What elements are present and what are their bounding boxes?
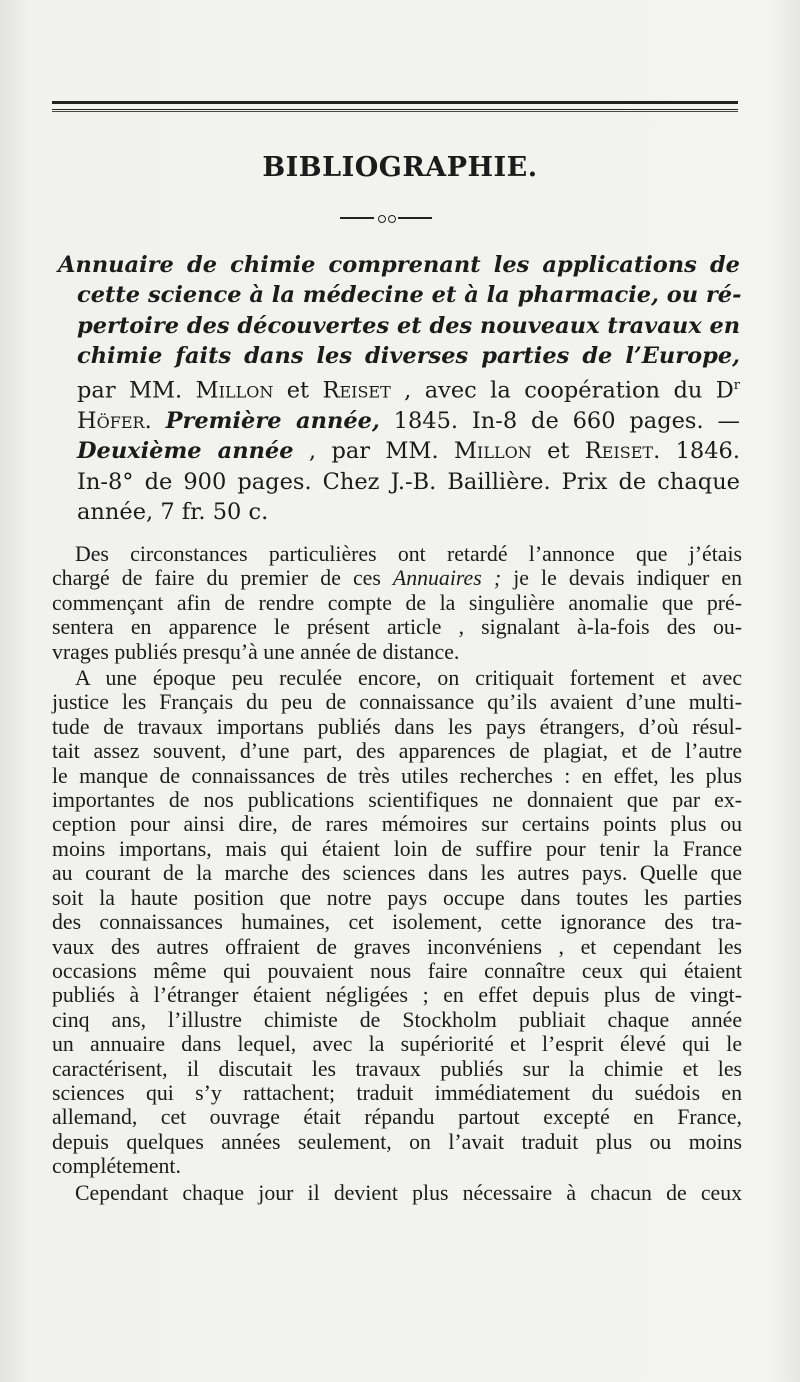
entry-line: cette science à la médecine et à la pharmacie, ou ré- xyxy=(77,282,742,309)
paragraph-line: chargé de faire du premier de ces Annuaires ; je le devais indiquer en xyxy=(52,566,742,591)
title-ornament xyxy=(340,212,432,224)
paragraph-line: au courant de la marche des sciences dans les autres pays. Quelle que xyxy=(52,861,742,886)
paragraph-line: importantes de nos publications scientifiques ne donnaient que par ex- xyxy=(52,788,742,813)
entry-line: Deuxième année , par MM. Millon et Reiset. 1846. xyxy=(77,438,740,465)
paragraph-line: ception pour ainsi dire, de rares mémoires sur certains points plus ou xyxy=(52,812,742,837)
bibliographic-entry xyxy=(58,250,740,527)
paragraph-line: un annuaire dans lequel, avec la supériorité et l’esprit élevé qui le xyxy=(52,1032,742,1057)
paragraph-line: moins importans, mais qui étaient loin de suffire pour tenir la France xyxy=(52,836,742,861)
paragraph-line: publiés à l’étranger étaient négligées ; en effet depuis plus de vingt- xyxy=(52,983,742,1008)
entry-line: Annuaire de chimie comprenant les applications de xyxy=(58,252,740,278)
paragraph-line: justice les Français du peu de connaissance qu’ils avaient d’une multi- xyxy=(52,690,742,715)
paragraph-line: Des circonstances particulières ont retardé l’annonce que j’étais xyxy=(75,542,742,566)
entry-line: In-8° de 900 pages. Chez J.-B. Baillière. Prix de chaque xyxy=(77,468,740,495)
paragraph-line: vrages publiés presqu’à une année de distance. xyxy=(52,639,460,664)
paragraph-line: occasions même qui pouvaient nous faire connaître ceux qui étaient xyxy=(52,958,742,983)
article-body xyxy=(52,542,742,1205)
header-double-rule xyxy=(52,101,738,110)
paragraph-line: tait assez souvent, d’une part, des apparences de plagiat, et de l’autre xyxy=(52,739,742,764)
paragraph-line: commençant afin de rendre compte de la singulière anomalie que pré- xyxy=(52,590,742,615)
paragraph-line: allemand, cet ouvrage était répandu partout excepté en France, xyxy=(52,1105,742,1130)
entry-line: chimie faits dans les diverses parties de l’Europe, xyxy=(77,342,740,369)
entry-line: pertoire des découvertes et des nouveaux travaux en xyxy=(77,312,741,339)
entry-line: par MM. Millon et Reiset , avec la coopération du $D^r$ xyxy=(77,377,740,404)
paragraph-line: caractérisent, il discutait les travaux publiés sur la chimie et les xyxy=(52,1056,742,1081)
paragraph-line: soit la haute position que notre pays occupe dans toutes les parties xyxy=(52,885,742,910)
page-title: BIBLIOGRAPHIE. xyxy=(262,152,538,183)
paragraph-line: tude de travaux importans publiés dans les pays étrangers, d’où résul- xyxy=(52,714,742,739)
paragraph-line: sentera en apparence le présent article , signalant à-la-fois des ou- xyxy=(52,615,742,640)
paragraph-line: cinq ans, l’illustre chimiste de Stockholm publiait chaque année xyxy=(52,1007,742,1032)
paragraph-line: Cependant chaque jour il devient plus nécessaire à chacun de ceux xyxy=(75,1180,742,1205)
paragraph-line: depuis quelques années seulement, on l’avait traduit plus ou moins xyxy=(52,1129,742,1154)
paragraph-line: A une époque peu reculée encore, on critiquait fortement et avec xyxy=(75,666,742,691)
paragraph-line: sciences qui s’y rattachent; traduit immédiatement du suédois en xyxy=(52,1080,742,1105)
entry-line: Höfer. Première année, 1845. In-8 de 660 pages. — xyxy=(77,407,740,434)
header-thin-rule xyxy=(52,111,738,112)
entry-line: année, 7 fr. 50 c. xyxy=(77,498,269,525)
paragraph-line: le manque de connaissances de très utiles recherches : en effet, les plus xyxy=(52,763,742,788)
paragraph-line: des connaissances humaines, cet isolement, cette ignorance des tra- xyxy=(52,910,742,935)
paragraph-line: vaux des autres offraient de graves inconvéniens , et cependant les xyxy=(52,934,742,959)
paragraph-line: complétement. xyxy=(52,1154,181,1179)
